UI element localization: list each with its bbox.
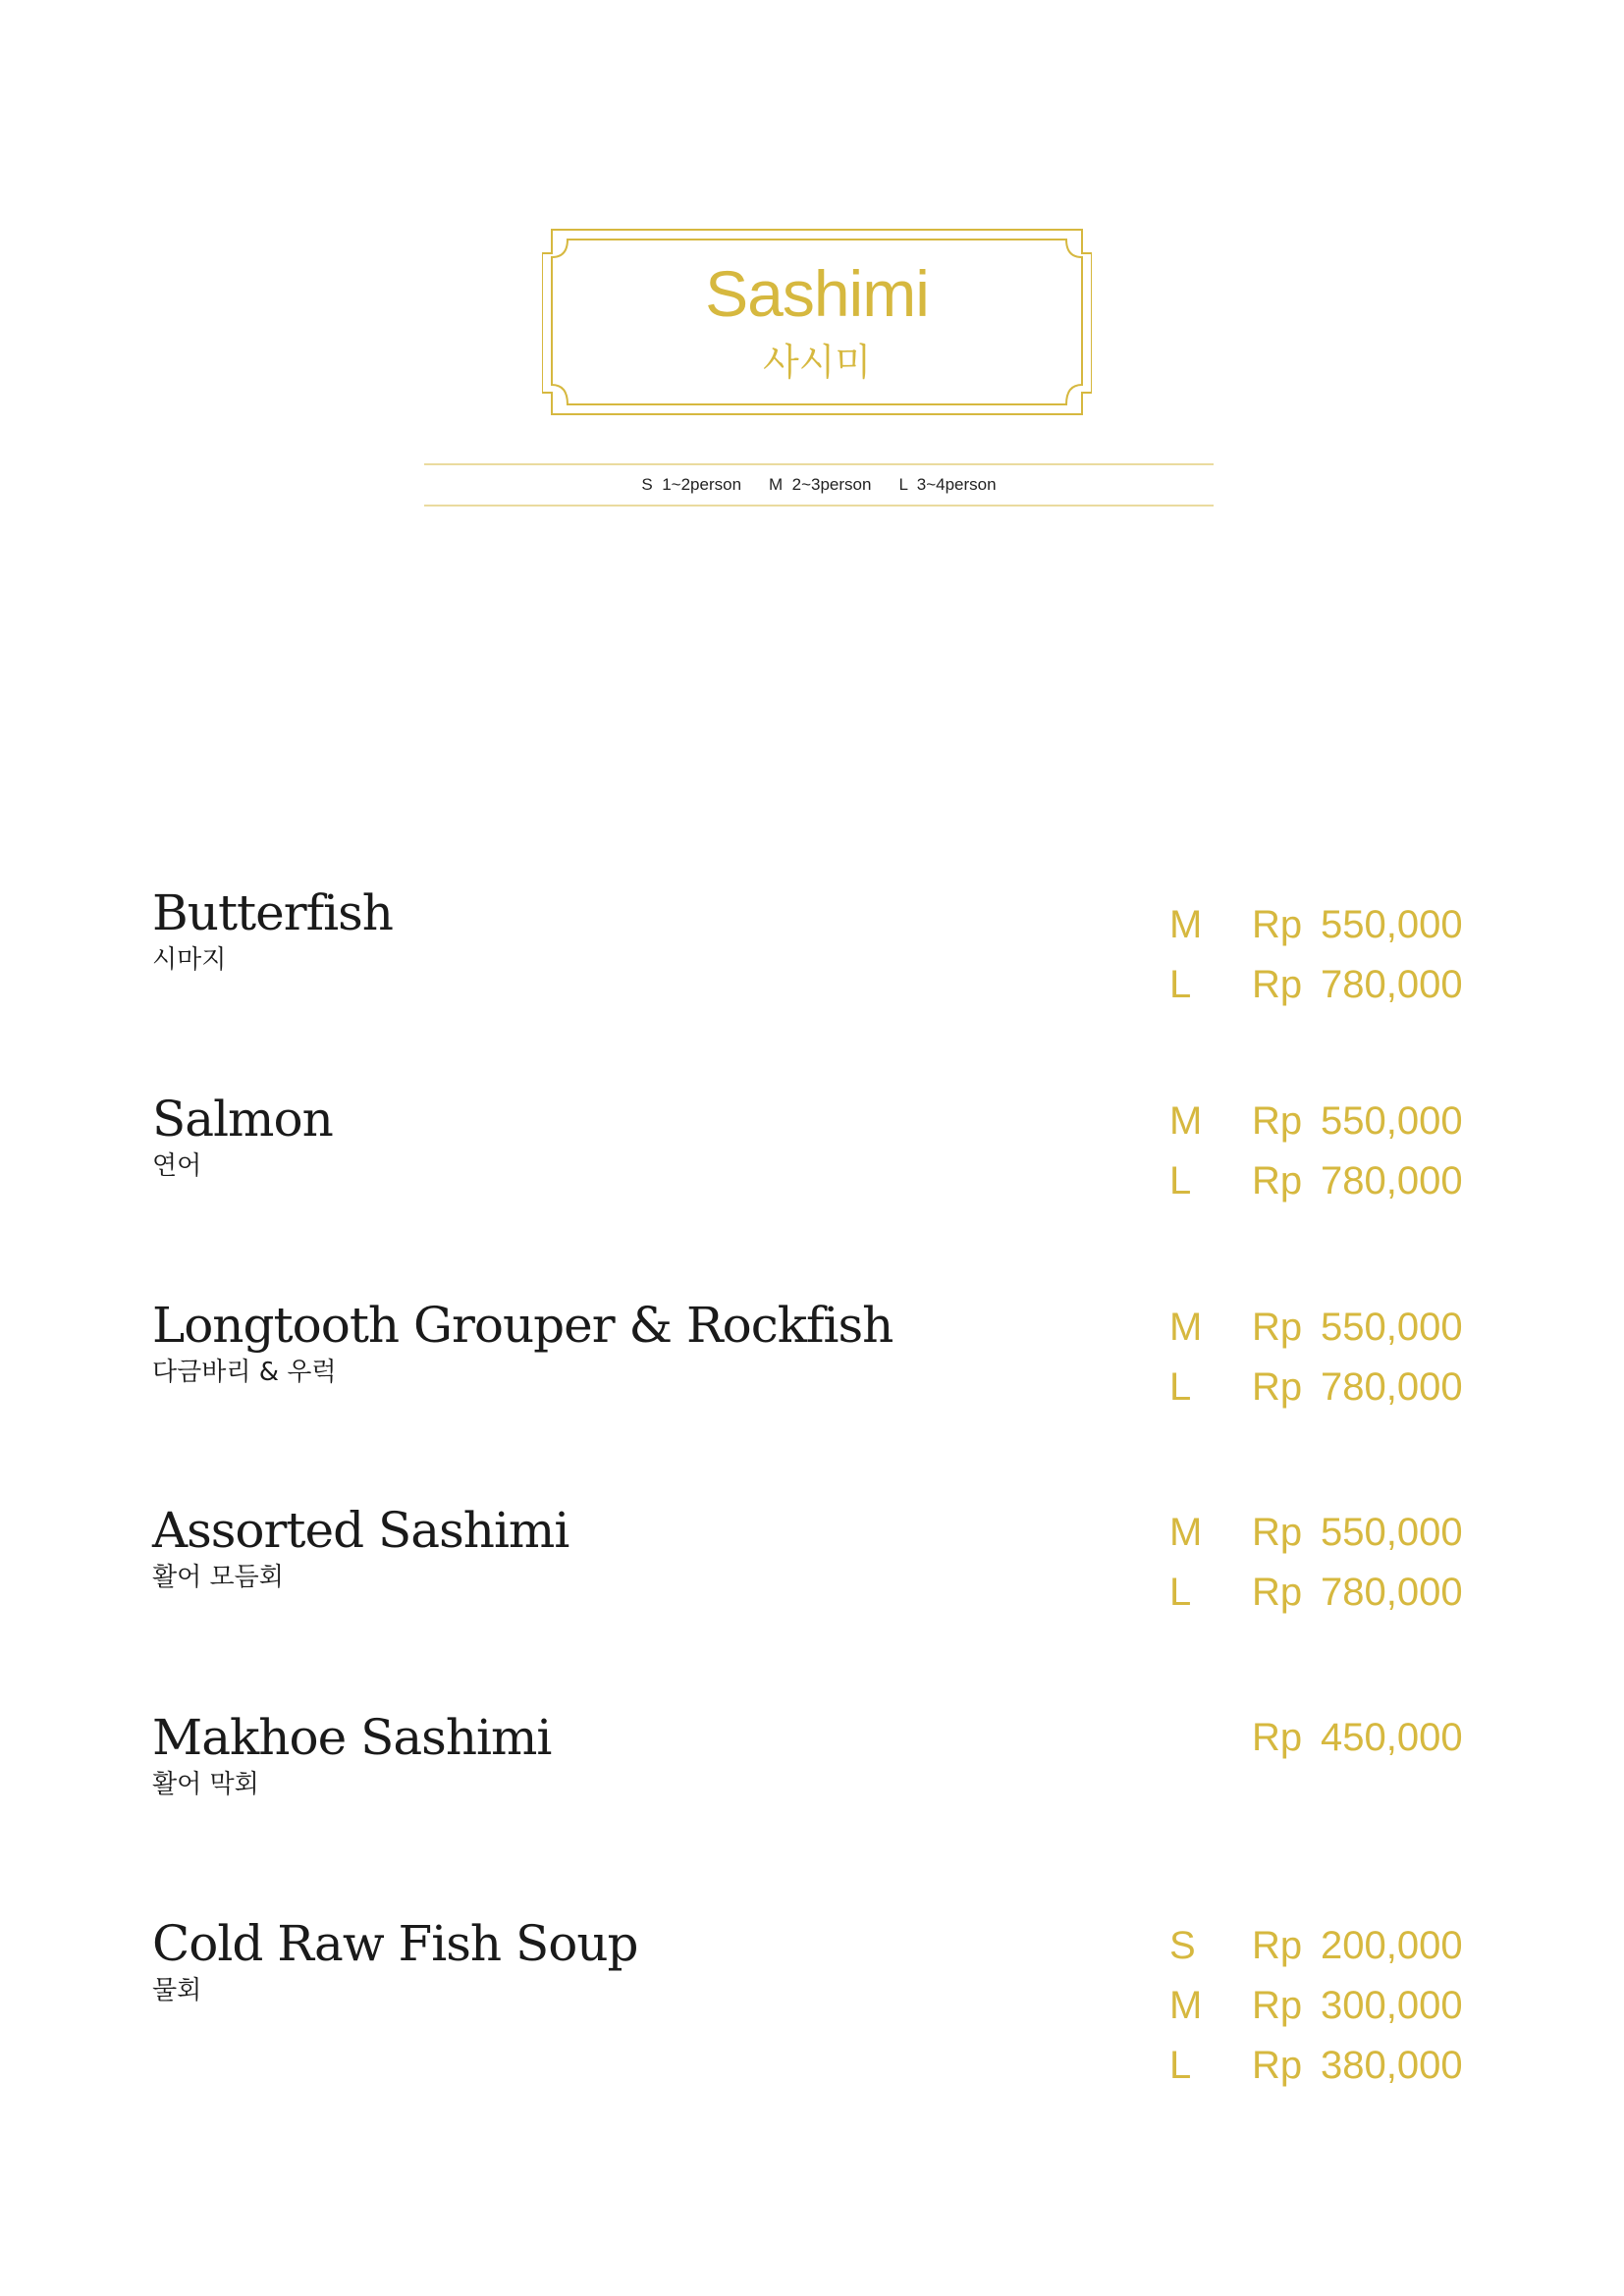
size-label: L: [1169, 1365, 1192, 1409]
legend-item-large: L 3~4person: [898, 475, 997, 494]
price-amount: 550,000: [1321, 1099, 1463, 1143]
item-name: Cold Raw Fish Soup: [152, 1915, 638, 1972]
price-amount: 780,000: [1321, 1571, 1463, 1614]
price-amount: 550,000: [1321, 1511, 1463, 1554]
size-label: M: [1169, 903, 1203, 946]
price-amount: 450,000: [1321, 1716, 1463, 1759]
currency-label: Rp: [1252, 1306, 1303, 1349]
price-row: [152, 1156, 1488, 1205]
price-amount: 780,000: [1321, 1365, 1463, 1409]
item-name-korean: 연어: [152, 1151, 202, 1181]
currency-label: Rp: [1252, 963, 1303, 1006]
item-name-korean: 시마지: [152, 945, 227, 975]
price-row: [152, 2041, 1488, 2090]
size-label: L: [1169, 2044, 1192, 2087]
price-amount: 200,000: [1321, 1924, 1463, 1967]
currency-label: Rp: [1252, 1716, 1303, 1759]
legend-item-medium: M 2~3person: [769, 475, 872, 494]
item-name-korean: 활어 모듬회: [152, 1563, 284, 1592]
price-amount: 780,000: [1321, 1159, 1463, 1202]
legend-item-small: S 1~2person: [641, 475, 742, 494]
item-name-korean: 활어 막회: [152, 1770, 259, 1799]
size-label: M: [1169, 1306, 1203, 1349]
legend-rule-bottom: [424, 505, 1214, 507]
price-amount: 550,000: [1321, 1306, 1463, 1349]
page-title: Sashimi: [705, 257, 929, 330]
currency-label: Rp: [1252, 2044, 1303, 2087]
price-row: [152, 1297, 1488, 1354]
price-row: [152, 960, 1488, 1009]
price-amount: 780,000: [1321, 963, 1463, 1006]
size-label: S: [1169, 1924, 1196, 1967]
size-label: M: [1169, 1984, 1203, 2027]
currency-label: Rp: [1252, 1924, 1303, 1967]
currency-label: Rp: [1252, 1984, 1303, 2027]
price-row: [152, 1709, 1488, 1766]
price-row: [152, 900, 1488, 949]
item-name: Salmon: [152, 1091, 333, 1148]
price-row: [152, 1915, 1488, 1972]
page-title-korean: 사시미: [762, 341, 872, 384]
currency-label: Rp: [1252, 1099, 1303, 1143]
price-amount: 380,000: [1321, 2044, 1463, 2087]
legend-rule-top: [424, 463, 1214, 465]
size-label: L: [1169, 1571, 1192, 1614]
currency-label: Rp: [1252, 1511, 1303, 1554]
item-name-korean: 다금바리 & 우럭: [152, 1358, 337, 1387]
price-row: [152, 1502, 1488, 1559]
title-frame: [542, 226, 1092, 418]
item-name: Assorted Sashimi: [152, 1502, 569, 1559]
size-legend: [424, 469, 1214, 501]
item-name: Longtooth Grouper & Rockfish: [152, 1297, 893, 1354]
price-amount: 300,000: [1321, 1984, 1463, 2027]
item-name: Butterfish: [152, 884, 393, 941]
price-row: [152, 1568, 1488, 1617]
price-row: [152, 1358, 1488, 1412]
item-name-korean: 물회: [152, 1976, 202, 2005]
price-row: [152, 1981, 1488, 2030]
size-label: L: [1169, 963, 1192, 1006]
currency-label: Rp: [1252, 903, 1303, 946]
currency-label: Rp: [1252, 1365, 1303, 1409]
currency-label: Rp: [1252, 1159, 1303, 1202]
item-name: Makhoe Sashimi: [152, 1709, 552, 1766]
currency-label: Rp: [1252, 1571, 1303, 1614]
price-row: [152, 1091, 1488, 1148]
size-label: M: [1169, 1099, 1203, 1143]
size-label: L: [1169, 1159, 1192, 1202]
price-amount: 550,000: [1321, 903, 1463, 946]
size-label: M: [1169, 1511, 1203, 1554]
